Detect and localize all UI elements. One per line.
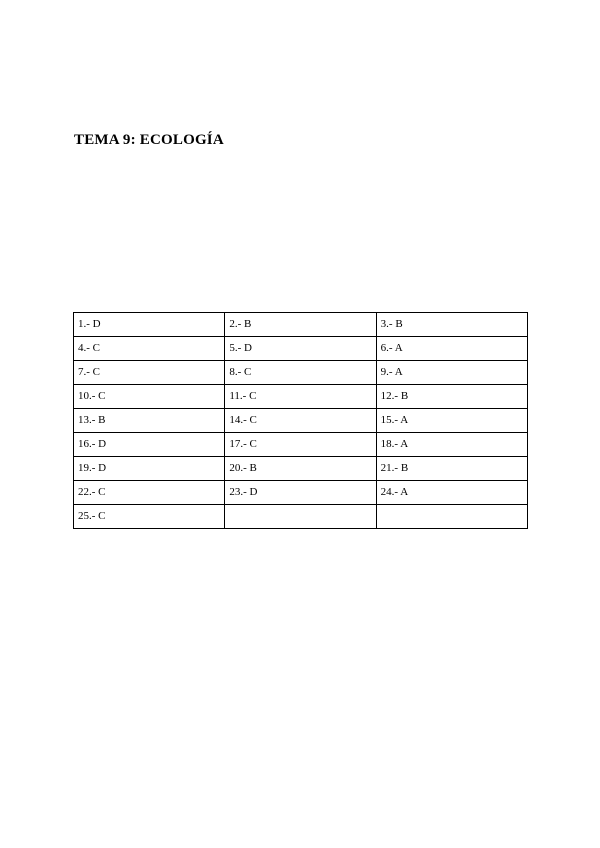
table-cell: 6.- A [376, 337, 527, 361]
table-cell: 12.- B [376, 385, 527, 409]
table-cell: 22.- C [74, 481, 225, 505]
table-cell-empty [376, 505, 527, 529]
table-cell: 8.- C [225, 361, 376, 385]
table-cell: 20.- B [225, 457, 376, 481]
table-cell: 4.- C [74, 337, 225, 361]
table-row [74, 385, 528, 409]
table-cell: 9.- A [376, 361, 527, 385]
table-cell: 10.- C [74, 385, 225, 409]
table-row [74, 481, 528, 505]
table-cell: 2.- B [225, 313, 376, 337]
table-cell: 25.- C [74, 505, 225, 529]
table-row [74, 361, 528, 385]
table-cell: 18.- A [376, 433, 527, 457]
table-cell: 19.- D [74, 457, 225, 481]
table-cell: 14.- C [225, 409, 376, 433]
table-row [74, 313, 528, 337]
table-row [74, 337, 528, 361]
answer-key-table [73, 312, 528, 529]
table-cell: 21.- B [376, 457, 527, 481]
page-title: TEMA 9: ECOLOGÍA [74, 132, 224, 148]
table-cell: 1.- D [74, 313, 225, 337]
table-cell: 11.- C [225, 385, 376, 409]
table-cell: 23.- D [225, 481, 376, 505]
table-row [74, 457, 528, 481]
table-row [74, 409, 528, 433]
table-cell: 16.- D [74, 433, 225, 457]
table-cell-empty [225, 505, 376, 529]
table-row [74, 433, 528, 457]
table-row [74, 505, 528, 529]
table-cell: 24.- A [376, 481, 527, 505]
table-cell: 5.- D [225, 337, 376, 361]
table-cell: 13.- B [74, 409, 225, 433]
table-cell: 7.- C [74, 361, 225, 385]
table-cell: 17.- C [225, 433, 376, 457]
table-cell: 15.- A [376, 409, 527, 433]
table-cell: 3.- B [376, 313, 527, 337]
